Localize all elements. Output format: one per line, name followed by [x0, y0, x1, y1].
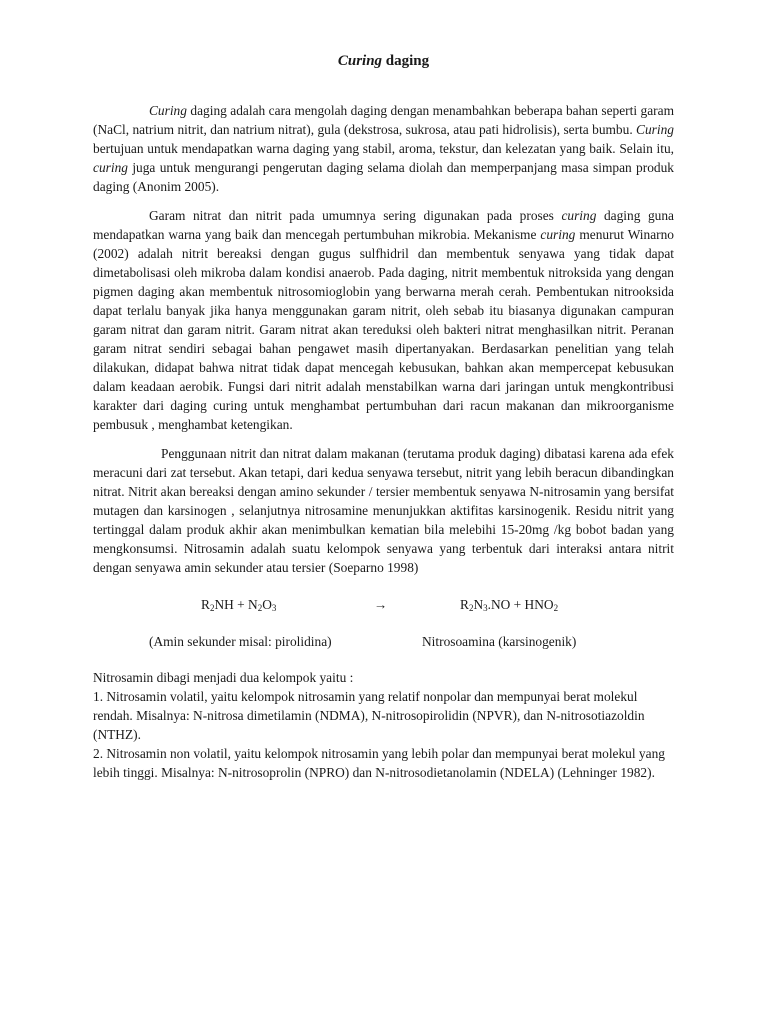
- p2-text: menurut Winarno (2002) adalah nitrit bereaksi dengan gugus sulfhidril dan membentuk senyawa yang tidak dapat dimetabolisasi oleh mikroba dalam kondisi anaerob. Pada daging, nitrit membentuk nitroksida yang dengan pigmen daging akan membentuk nitrosomioglobin yang berwarna merah cerah. Pembentukan nitrooksida dapat terlalu banyak jika hanya menggunakan garam nitrit, oleh sebab itu biasanya digunakan campuran garam nitrat dan garam nitrit. Garam nitrat akan tereduksi oleh bakteri nitrat menghasilkan nitrit. Peranan garam nitrat sendiri sebagai bahan pengawet masih dipertanyakan. Berdasarkan penelitian yang telah dilakukan, didapat bahwa nitrat tidak dapat mencegah kebusukan, bahkan akan mempercepat kebusukan dalam keadaan aerobik. Fungsi dari nitrit adalah menstabilkan warna dari jaringan untuk mengkontribusi karakter dari daging curing untuk menghambat pertumbuhan dari racun makanan dan mikroorganisme pembusuk , menghambat ketengikan.: [93, 227, 675, 432]
- p1-text: bertujuan untuk mendapatkan warna daging yang stabil, aroma, tekstur, dan kelezatan yang baik. Selain itu,: [93, 141, 674, 156]
- equation-reactants: $R_2NH + N_2O_3$: [201, 597, 277, 613]
- document-title: [93, 52, 674, 71]
- list-item: 1. Nitrosamin volatil, yaitu kelompok nitrosamin yang relatif nonpolar dan mempunyai berat molekul rendah. Misalnya: N-nitrosa dimetilamin (NDMA), N-nitrosopirolidin (NPVR), dan N-nitrosotiazoldin (NTHZ).: [93, 689, 645, 742]
- p2-term: curing: [561, 208, 597, 223]
- p1-text: daging adalah cara mengolah daging dengan menambahkan beberapa bahan seperti garam (NaCl, natrium nitrit, dan natrium nitrat), gula (dekstrosa, sukrosa, atau pati hidrolisis), serta bumbu.: [93, 103, 674, 137]
- paragraph-3: Penggunaan nitrit dan nitrat dalam makanan (terutama produk daging) dibatasi karena ada efek meracuni dari zat tersebut. Akan tetapi, dari kedua senyawa tersebut, nitrit yang lebih beracun dibandingkan nitrat. Nitrit akan bereaksi dengan amino sekunder / tersier membentuk senyawa N-nitrosamin yang bersifat mutagen dan karsinogen , selanjutnya nitrosamine menunjukkan aktifitas karsinogenik. Residu nitrit yang tertinggal dalam produk akhir akan menimbulkan kematian bila melebihi 15-20mg /kg bobot badan yang mengkonsumsi. Nitrosamin adalah suatu kelompok senyawa yang terbentuk dari interaksi antara nitrit dengan senyawa amin sekunder atau tersier (Soeparno 1998): [93, 446, 674, 575]
- p2-text: Garam nitrat dan nitrit pada umumnya sering digunakan pada proses: [149, 208, 562, 223]
- nitrosamine-list: [93, 668, 674, 782]
- reactant-label: (Amin sekunder misal: pirolidina): [149, 634, 332, 649]
- list-intro: Nitrosamin dibagi menjadi dua kelompok yaitu :: [93, 670, 354, 685]
- p2-text: daging guna mendapatkan warna yang baik dan mencegah pertumbuhan mikrobia. Mekanisme: [93, 208, 675, 242]
- p1-term: Curing: [636, 122, 674, 137]
- equation-products: $R_2N_3.NO + HNO_2$: [460, 597, 559, 613]
- p1-text: juga untuk mengurangi pengerutan daging selama diolah dan memperpanjang masa simpan produk daging (Anonim 2005).: [93, 160, 674, 194]
- product-label: Nitrosoamina (karsinogenik): [422, 634, 577, 649]
- title-italic: Curing: [337, 53, 383, 69]
- p2-term: curing: [540, 227, 576, 242]
- equation-labels: [93, 632, 674, 652]
- paragraph-1: [93, 101, 674, 196]
- paragraph-2: [93, 206, 674, 434]
- reaction-equation: [93, 595, 674, 615]
- p1-term: curing: [93, 160, 128, 175]
- reaction-arrow: →: [374, 597, 388, 612]
- p1-term: Curing: [149, 103, 187, 118]
- title-rest: daging: [382, 53, 430, 69]
- list-item: 2. Nitrosamin non volatil, yaitu kelompok nitrosamin yang lebih polar dan mempunyai berat molekul yang lebih tinggi. Misalnya: N-nitrosoprolin (NPRO) dan N-nitrosodietanolamin (NDELA) (Lehninger 1982).: [93, 746, 665, 780]
